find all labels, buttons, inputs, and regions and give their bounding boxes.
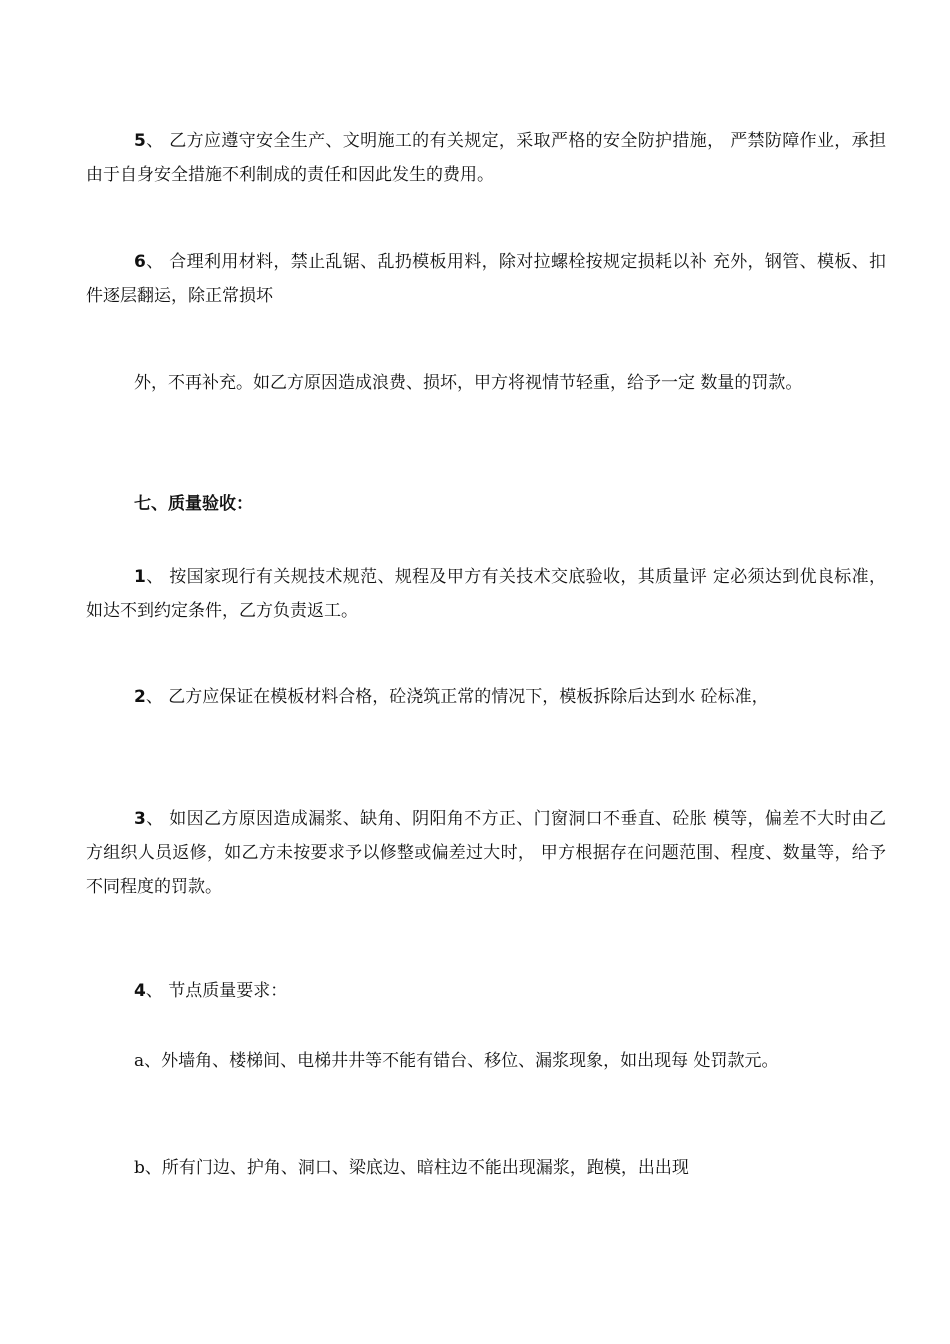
paragraph-item-3: [86, 802, 886, 904]
paragraph-item-6: [86, 245, 886, 313]
item-number: 2: [134, 687, 146, 707]
paragraph-text: 、 乙方应遵守安全生产、文明施工的有关规定，采取严格的安全防护措施， 严禁防障作业，承担由于自身安全措施不利制成的责任和因此发生的费用。: [86, 131, 886, 185]
item-number: 1: [134, 567, 146, 587]
paragraph-sub-a: [86, 1044, 886, 1078]
paragraph-text: 、 按国家现行有关规技术规范、规程及甲方有关技术交底验收，其质量评 定必须达到优良标准，如达不到约定条件，乙方负责返工。: [86, 567, 886, 621]
item-number: 3: [134, 809, 146, 829]
paragraph-text: a、外墙角、楼梯间、电梯井井等不能有错台、移位、漏浆现象，如出现每 处罚款元。: [134, 1051, 779, 1071]
item-number: 5: [134, 131, 146, 151]
item-number: 6: [134, 252, 146, 272]
paragraph-sub-b: [86, 1151, 886, 1185]
paragraph-item-1: [86, 560, 886, 628]
paragraph-item-2: [86, 680, 886, 714]
paragraph-item-4: [86, 974, 886, 1008]
paragraph-text: 、 乙方应保证在模板材料合格，砼浇筑正常的情况下，模板拆除后达到水 砼标准，: [145, 687, 769, 707]
paragraph-text: 外，不再补充。如乙方原因造成浪费、损坏，甲方将视情节轻重，给予一定 数量的罚款。: [134, 373, 803, 393]
item-number: 4: [134, 981, 146, 1001]
paragraph-text: 、 如因乙方原因造成漏浆、缺角、阴阳角不方正、门窗洞口不垂直、砼胀 模等，偏差不大时由乙方组织人员返修，如乙方未按要求予以修整或偏差过大时， 甲方根据存在问题范围、程度、数量等，给予不同程度的罚款。: [86, 809, 886, 897]
paragraph-continuation: [86, 366, 886, 400]
paragraph-item-5: [86, 124, 886, 192]
paragraph-text: 、 节点质量要求：: [145, 981, 288, 1001]
section-heading-quality-acceptance: [86, 487, 886, 521]
heading-text: 七、质量验收：: [134, 494, 253, 514]
paragraph-text: 、 合理利用材料，禁止乱锯、乱扔模板用料，除对拉螺栓按规定损耗以补 充外，钢管、模板、扣件逐层翻运，除正常损坏: [86, 252, 886, 306]
paragraph-text: b、所有门边、护角、洞口、梁底边、暗柱边不能出现漏浆，跑模，出出现: [134, 1158, 689, 1178]
